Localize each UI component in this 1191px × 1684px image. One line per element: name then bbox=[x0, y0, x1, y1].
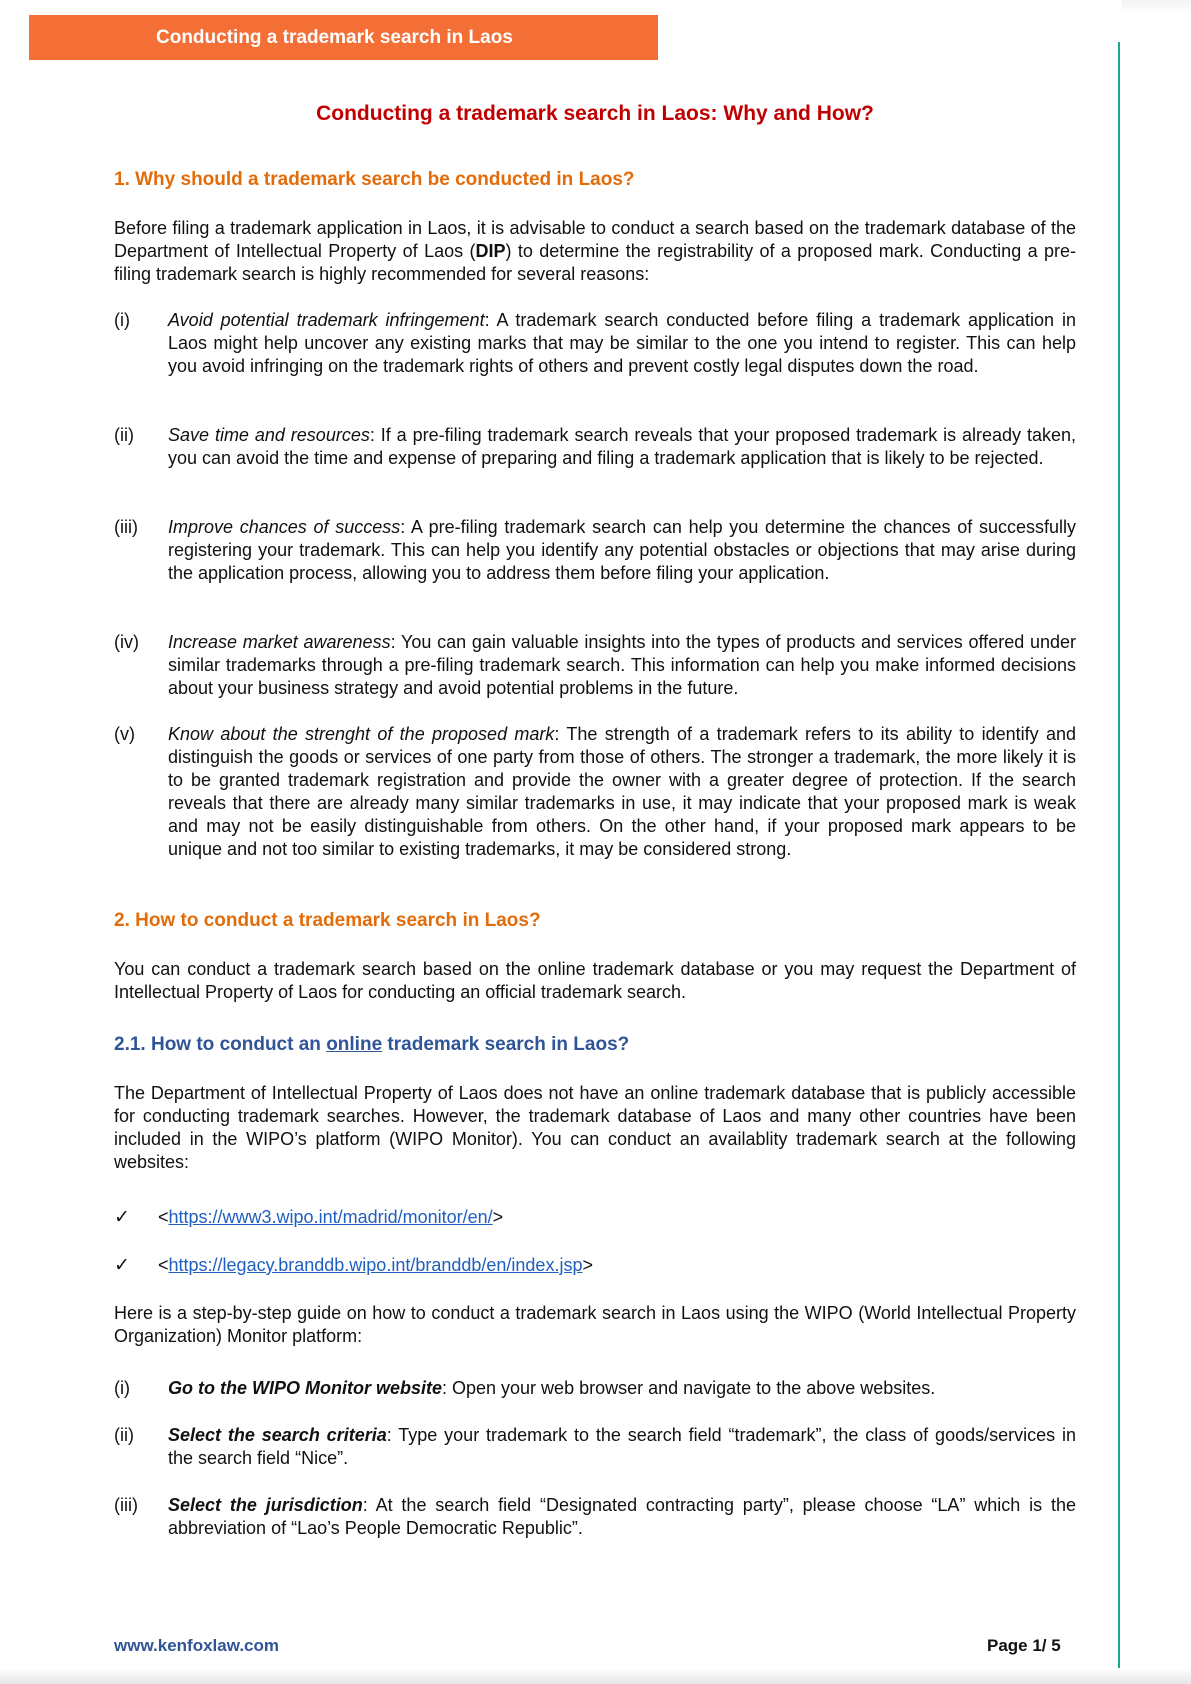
list-number: (i) bbox=[114, 1378, 130, 1398]
reason-item-1 bbox=[114, 309, 1076, 378]
reason-item-2 bbox=[114, 424, 1076, 470]
list-body: : A pre-filing trademark search can help you determine the chances of successfully registering your trademark. This can help you identify any potential obstacles or objections that may arise during the application process, allowing you to address them before filing your application. bbox=[168, 517, 1076, 583]
list-lead: Increase market awareness bbox=[168, 632, 391, 652]
list-body: : A trademark search conducted before filing a trademark application in Laos might help uncover any existing marks that may be similar to the one you intend to register. This can help you avoid infringing on the trademark rights of others and prevent costly legal disputes down the road. bbox=[168, 310, 1076, 376]
page-bottom-shadow bbox=[0, 1668, 1191, 1684]
list-text bbox=[168, 1494, 1076, 1540]
heading-underlined-word: online bbox=[326, 1034, 383, 1055]
angle-bracket-close: > bbox=[582, 1255, 593, 1275]
reason-item-5 bbox=[114, 723, 1076, 861]
wipo-monitor-link[interactable]: https://www3.wipo.int/madrid/monitor/en/ bbox=[168, 1207, 493, 1227]
header-banner-title: Conducting a trademark search in Laos bbox=[156, 26, 513, 48]
list-text bbox=[168, 1377, 1076, 1400]
link-wrapper bbox=[158, 1206, 503, 1229]
right-margin-rule bbox=[1118, 42, 1120, 1670]
angle-bracket-close: > bbox=[492, 1207, 504, 1227]
list-text bbox=[168, 631, 1076, 700]
list-number: (v) bbox=[114, 724, 135, 744]
link-row-2 bbox=[114, 1254, 1076, 1277]
section-2-heading: 2. How to conduct a trademark search in Laos? bbox=[114, 910, 541, 931]
check-icon: ✓ bbox=[114, 1207, 130, 1228]
list-number: (iii) bbox=[114, 1495, 138, 1515]
list-body: : At the search field “Designated contracting party”, please choose “LA” which is the abbreviation of “Lao’s People Democratic Republic”. bbox=[168, 1495, 1076, 1538]
section-2-1-intro: The Department of Intellectual Property of Laos does not have an online trademark database that is publicly accessible for conducting trademark searches. However, the trademark database of Laos and many other countries have been included in the WIPO’s platform (WIPO Monitor). You can conduct an availablity trademark search at the following websites: bbox=[114, 1083, 1076, 1172]
header-banner bbox=[29, 15, 658, 60]
footer-website[interactable]: www.kenfoxlaw.com bbox=[114, 1636, 280, 1655]
heading-text-a: 2.1. How to conduct an bbox=[114, 1034, 327, 1055]
section-2-intro: You can conduct a trademark search based on the online trademark database or you may request the Department of Intellectual Property of Laos for conducting an official trademark search. bbox=[114, 959, 1076, 1002]
list-lead: Avoid potential trademark infringement bbox=[168, 310, 485, 330]
document-title: Conducting a trademark search in Laos: Why and How? bbox=[316, 102, 874, 125]
wipo-branddb-link[interactable]: https://legacy.branddb.wipo.int/branddb/en/index.jsp bbox=[168, 1255, 583, 1275]
list-body: : If a pre-filing trademark search reveals that your proposed trademark is already taken, you can avoid the time and expense of preparing and filing a trademark application that is likely to be rejected. bbox=[168, 425, 1077, 468]
list-text bbox=[168, 723, 1076, 861]
list-lead: Save time and resources bbox=[168, 425, 370, 445]
guide-step-2 bbox=[114, 1424, 1076, 1470]
list-body: : Type your trademark to the search field “trademark”, the class of goods/services in the search field “Nice”. bbox=[168, 1425, 1076, 1468]
guide-step-3 bbox=[114, 1494, 1076, 1540]
list-number: (ii) bbox=[114, 425, 134, 445]
list-number: (iv) bbox=[114, 632, 139, 652]
section-2-1-heading bbox=[114, 1033, 629, 1056]
section-1-intro bbox=[114, 217, 1076, 286]
section-1-heading: 1. Why should a trademark search be conducted in Laos? bbox=[114, 169, 635, 190]
list-lead: Improve chances of success bbox=[168, 517, 401, 537]
footer-page-number: Page 1/ 5 bbox=[987, 1636, 1061, 1655]
reason-item-4 bbox=[114, 631, 1076, 700]
intro-text-b: ) to determine the registrability of a proposed mark. Conducting a pre-filing trademark search is highly recommended for several reasons: bbox=[114, 241, 1076, 284]
guide-intro: Here is a step-by-step guide on how to conduct a trademark search in Laos using the WIPO (World Intellectual Property Organization) Monitor platform: bbox=[114, 1303, 1076, 1346]
list-body: : The strength of a trademark refers to its ability to identify and distinguish the goods or services of one party from those of others. The stronger a trademark, the more likely it is to be granted trademark registration and provide the owner with a greater degree of protection. If the search reveals that there are already many similar trademarks in use, it may indicate that your proposed mark is weak and may not be easily distinguishable from others. On the other hand, if your proposed mark appears to be unique and not too similar to existing trademarks, it may be considered strong. bbox=[168, 724, 1076, 859]
check-icon: ✓ bbox=[114, 1255, 130, 1276]
list-lead: Select the jurisdiction bbox=[168, 1495, 363, 1515]
list-text bbox=[168, 424, 1076, 470]
link-row-1 bbox=[114, 1206, 1076, 1229]
angle-bracket-open: < bbox=[158, 1207, 169, 1227]
list-number: (iii) bbox=[114, 517, 138, 537]
heading-text-b: trademark search in Laos? bbox=[382, 1034, 630, 1055]
angle-bracket-open: < bbox=[158, 1255, 169, 1275]
list-text bbox=[168, 516, 1076, 585]
list-body: : You can gain valuable insights into the types of products and services offered under similar trademarks through a pre-filing trademark search. This information can help you make informed decisions about your business strategy and avoid potential problems in the future. bbox=[168, 632, 1076, 698]
link-wrapper bbox=[158, 1254, 593, 1277]
list-number: (ii) bbox=[114, 1425, 134, 1445]
list-lead: Select the search criteria bbox=[168, 1425, 387, 1445]
list-text bbox=[168, 309, 1076, 378]
intro-text-a: Before filing a trademark application in Laos, it is advisable to conduct a search based on the trademark database of the Department of Intellectual Property of Laos ( bbox=[114, 218, 1076, 261]
page-edge-shadow bbox=[1122, 0, 1191, 14]
list-text bbox=[168, 1424, 1076, 1470]
list-lead: Go to the WIPO Monitor website bbox=[168, 1378, 442, 1398]
intro-bold-abbrev: DIP bbox=[475, 241, 506, 261]
reason-item-3 bbox=[114, 516, 1076, 585]
list-number: (i) bbox=[114, 310, 130, 330]
list-lead: Know about the strenght of the proposed mark bbox=[168, 724, 555, 744]
list-body: : Open your web browser and navigate to the above websites. bbox=[442, 1378, 936, 1398]
guide-step-1 bbox=[114, 1377, 1076, 1400]
